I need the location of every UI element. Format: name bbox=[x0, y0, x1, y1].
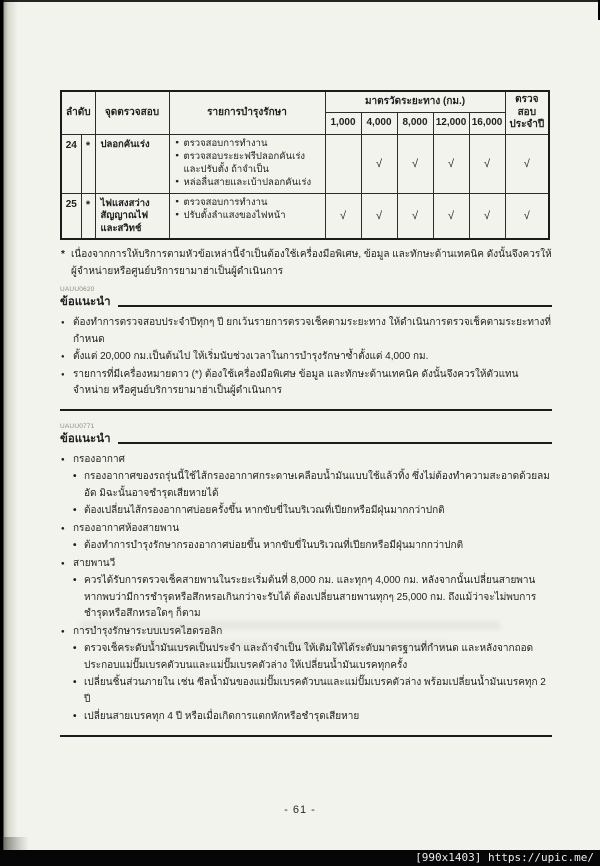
check-cell bbox=[325, 134, 361, 193]
group-title: ● ● กรองอากาศ bbox=[60, 452, 552, 469]
list-group bbox=[60, 624, 552, 726]
watermark-text: [990x1403] https://upic.me/ bbox=[415, 851, 594, 864]
header-distance: 16,000 bbox=[469, 113, 505, 134]
check-cell: √ bbox=[361, 134, 397, 193]
footnote-star-marker: * bbox=[61, 249, 65, 261]
heading-rule bbox=[118, 442, 552, 444]
section-title: ข้อแนะนำ bbox=[60, 296, 111, 309]
list-item: • ตรวจเช็คระดับน้ำมันเบรคเป็นประจำ และถ้าจำเป็น ให้เติมให้ได้ระดับมาตรฐานที่กำหนด และหลังจากถอดประกอบแม่ปั๊มเบรคตัวบนและแม่ปั๊มเบรคตัวล่าง ให้เปลี่ยนน้ำมันเบรคทุกครั้ง bbox=[73, 641, 552, 674]
list-item: ● รายการที่มีเครื่องหมายดาว (*) ต้องใช้เครื่องมือพิเศษ ข้อมูล และทักษะด้านเทคนิค ดังนั้นจึงควรให้ตัวแทนจำหน่าย หรือศูนย์บริการยามาฮ่าเป็นผู้ดำเนินการ bbox=[60, 367, 552, 400]
header-inspection-point: จุดตรวจสอบ bbox=[95, 91, 169, 134]
row-number: 25 bbox=[61, 193, 81, 239]
page-content bbox=[60, 90, 552, 737]
list-item: • ควรได้รับการตรวจเช็คสายพานในระยะเริ่มต้นที่ 8,000 กม. และทุกๆ 4,000 กม. หลังจากนั้นเปลี่ยนสายพานหากพบว่ามีการชำรุดหรือสึกหรอเกินกว่าจะรับได้ ต้องเปลี่ยนสายพานทุกๆ 25,000 กม. ถึงแม้ว่าจะไม่พบการชำรุดหรือสึกหรอใดๆ ก็ตาม bbox=[73, 573, 552, 623]
section-code: UAUU0620 bbox=[60, 286, 95, 294]
section-code: UAUU0771 bbox=[60, 422, 95, 430]
inspection-point: ไฟแสงสว่าง สัญญาณไฟ และสวิทช์ bbox=[95, 193, 169, 239]
header-odometer: มาตรวัดระยะทาง (กม.) bbox=[325, 91, 505, 113]
sub-list bbox=[60, 641, 552, 726]
recommendation-list bbox=[60, 452, 552, 726]
footnote-text: เนื่องจากการให้บริการตามหัวข้อเหล่านี้จำเป็นต้องใช้เครื่องมือพิเศษ, ข้อมูล และทักษะด้านเทคนิค ดังนั้นจึงควรให้ผู้จำหน่ายหรือศูนย์บริการยามาฮ่าเป็นผู้ดำเนินการ bbox=[71, 249, 552, 277]
recommendation-list bbox=[60, 315, 552, 400]
list-item: • เปลี่ยนสายเบรคทุก 4 ปี หรือเมื่อเกิดการแตกหักหรือชำรุดเสียหาย bbox=[73, 709, 552, 726]
star-marker: * bbox=[81, 134, 95, 193]
list-group bbox=[60, 521, 552, 555]
header-annual-line2: ประจำปี bbox=[509, 119, 545, 130]
maintenance-item: • หล่อลื่นสายและเบ้าปลอกคันเร่ง bbox=[175, 177, 322, 190]
check-cell: √ bbox=[433, 193, 469, 239]
check-cell: √ bbox=[397, 193, 433, 239]
header-maintenance: รายการบำรุงรักษา bbox=[169, 91, 325, 134]
table-row bbox=[61, 193, 549, 239]
section-divider bbox=[60, 409, 552, 411]
table-header-row bbox=[61, 91, 549, 113]
check-cell: √ bbox=[469, 193, 505, 239]
header-annual-line1: ตรวจสอบ bbox=[515, 94, 539, 118]
star-marker: * bbox=[81, 193, 95, 239]
maintenance-item: • ตรวจสอบการทำงาน bbox=[175, 197, 322, 210]
scan-left-edge bbox=[0, 0, 18, 850]
maintenance-items bbox=[169, 193, 325, 239]
list-item: • ต้องทำการบำรุงรักษากรองอากาศบ่อยขึ้น หากขับขี่ในบริเวณที่เปียกหรือมีฝุ่นมากกว่าปกติ bbox=[73, 538, 552, 555]
maintenance-schedule-table bbox=[60, 90, 550, 240]
annual-check-cell: √ bbox=[505, 193, 549, 239]
sub-list bbox=[60, 538, 552, 555]
scan-top-edge bbox=[0, 0, 600, 2]
section-heading bbox=[60, 432, 552, 447]
inspection-point: ปลอกคันเร่ง bbox=[95, 134, 169, 193]
check-cell: √ bbox=[325, 193, 361, 239]
group-title: ● ● กรองอากาศห้องสายพาน bbox=[60, 521, 552, 538]
check-cell: √ bbox=[361, 193, 397, 239]
list-item: ● ต้องทำการตรวจสอบประจำปีทุกๆ ปี ยกเว้นรายการตรวจเช็คตามระยะทาง ให้ดำเนินการตรวจเช็คตามระยะทางที่กำหนด bbox=[60, 315, 552, 348]
maintenance-item: • ปรับตั้งลำแสงของไฟหน้า bbox=[175, 210, 322, 223]
list-item: • เปลี่ยนชิ้นส่วนภายใน เช่น ซีลน้ำมันของแม่ปั๊มเบรคตัวบนและแม่ปั๊มเบรคตัวล่าง พร้อมเปลี่ยนน้ำมันเบรคทุก 2 ปี bbox=[73, 675, 552, 708]
list-group bbox=[60, 452, 552, 520]
scan-corner-smudge bbox=[3, 837, 29, 850]
header-order: ลำดับ bbox=[61, 91, 95, 134]
header-annual-check bbox=[505, 91, 549, 134]
header-distance: 8,000 bbox=[397, 113, 433, 134]
list-item: • กรองอากาศของรถรุ่นนี้ใช้ไส้กรองอากาศกระดาษเคลือบน้ำมันแบบใช้แล้วทิ้ง ซึ่งไม่ต้องทำความสะอาดด้วยลมอัด มิฉะนั้นอาจชำรุดเสียหายได้ bbox=[73, 469, 552, 502]
maintenance-item: • ตรวจสอบการทำงาน bbox=[175, 138, 322, 151]
maintenance-item: • ตรวจสอบระยะฟรีปลอกคันเร่ง และปรับตั้ง ถ้าจำเป็น bbox=[175, 151, 322, 176]
section-divider bbox=[60, 735, 552, 737]
check-cell: √ bbox=[469, 134, 505, 193]
group-title: ● ● สายพานวี bbox=[60, 556, 552, 573]
group-title: ● ● การบำรุงรักษาระบบเบรคไฮดรอลิก bbox=[60, 624, 552, 641]
check-cell: √ bbox=[397, 134, 433, 193]
section-heading bbox=[60, 295, 552, 310]
list-item: • ต้องเปลี่ยนไส้กรองอากาศบ่อยครั้งขึ้น หากขับขี่ในบริเวณที่เปียกหรือมีฝุ่นมากกว่าปกติ bbox=[73, 503, 552, 520]
header-distance: 1,000 bbox=[325, 113, 361, 134]
row-number: 24 bbox=[61, 134, 81, 193]
list-item: ● ตั้งแต่ 20,000 กม.เป็นต้นไป ให้เริ่มนับช่วงเวลาในการบำรุงรักษาซ้ำตั้งแต่ 4,000 กม. bbox=[60, 349, 552, 366]
annual-check-cell: √ bbox=[505, 134, 549, 193]
section-title: ข้อแนะนำ bbox=[60, 432, 111, 445]
page-number: - 61 - bbox=[284, 804, 316, 816]
heading-rule bbox=[118, 305, 552, 307]
watermark-bar bbox=[0, 850, 600, 866]
check-cell: √ bbox=[433, 134, 469, 193]
table-row bbox=[61, 134, 549, 193]
list-group bbox=[60, 556, 552, 623]
sub-list bbox=[60, 469, 552, 520]
sub-list bbox=[60, 573, 552, 623]
header-distance: 4,000 bbox=[361, 113, 397, 134]
maintenance-items bbox=[169, 134, 325, 193]
header-distance: 12,000 bbox=[433, 113, 469, 134]
table-footnote bbox=[60, 247, 552, 280]
